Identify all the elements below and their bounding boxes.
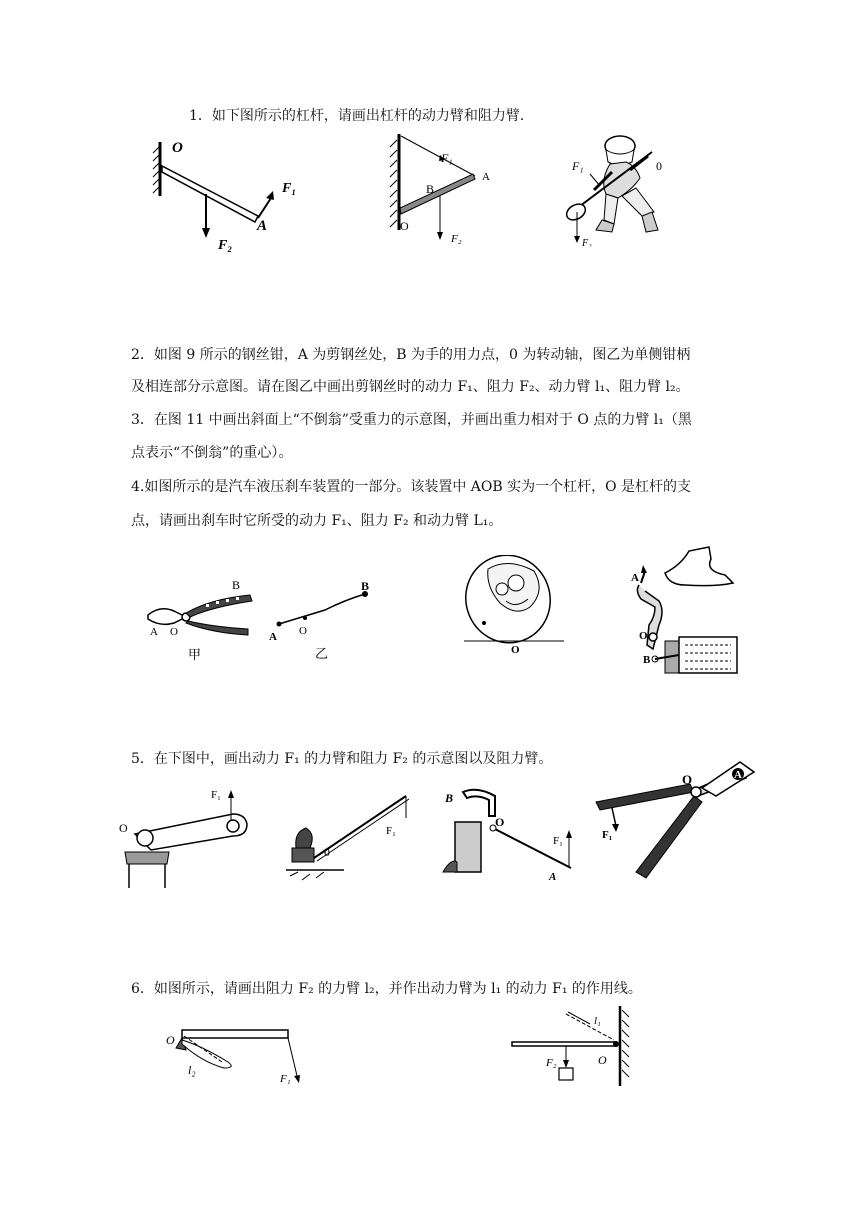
label-B: B: [232, 578, 241, 592]
question-2-line-2: 及相连部分示意图。请在图乙中画出剪钢丝时的动力 F₁、阻力 F₂、动力臂 l₁、阻力臂 l₂。: [131, 379, 690, 395]
figure-2b-caption: 乙: [315, 646, 329, 661]
label-F2: F₂: [451, 233, 462, 245]
center-of-gravity-dot: [482, 621, 486, 625]
label-O: O: [639, 630, 648, 642]
figure-5d-cutter: [590, 752, 765, 887]
label-B: B: [361, 579, 370, 593]
question-2-line-1: 2．如图 9 所示的钢丝钳，A 为剪钢丝处，B 为手的用力点，0 为转动轴，图乙为单侧钳柄: [131, 347, 691, 363]
question-1: 1．如下图所示的杠杆，请画出杠杆的动力臂和阻力臂．: [189, 108, 534, 124]
label-O: O: [172, 140, 183, 156]
figure-6a-lever: [162, 1022, 302, 1087]
label-O: O: [170, 626, 178, 638]
question-6: 6．如图所示，请画出阻力 F₂ 的力臂 l₂，并作出动力臂为 l₁ 的动力 F₁ 的作用线。: [131, 981, 642, 997]
label-O: O: [598, 1053, 607, 1067]
label-F1: F₁: [282, 181, 297, 196]
figure-5a-bottle-opener: [115, 780, 255, 890]
label-F1: F₁: [211, 789, 221, 801]
question-3-line-2: 点表示“不倒翁”的重心）。: [131, 445, 293, 461]
label-A: A: [269, 631, 277, 643]
question-5: 5．在下图中，画出动力 F₁ 的力臂和阻力 F₂ 的示意图以及阻力臂。: [131, 751, 553, 767]
question-4-line-2: 点，请画出刹车时它所受的动力 F₁、阻力 F₂ 和动力臂 L₁。: [131, 513, 503, 529]
label-O: 0: [656, 159, 662, 173]
label-F2: F₂: [582, 238, 592, 247]
label-O: O: [400, 219, 409, 233]
figure-1a-lever: [150, 136, 300, 256]
label-B: B: [445, 791, 454, 805]
label-O: O: [495, 815, 505, 829]
label-B: B: [643, 654, 651, 666]
label-F1: F₁: [386, 825, 396, 837]
label-O: O: [166, 1033, 175, 1047]
figure-5c-pump: [433, 782, 578, 882]
label-l1: l₁: [594, 1015, 601, 1027]
figure-4-brake: [625, 545, 745, 675]
label-O: O: [682, 772, 693, 787]
label-A: A: [257, 218, 268, 234]
figure-1c-shovel-worker: [560, 132, 680, 247]
figure-3-tumbler: [460, 555, 570, 655]
label-F1: F₁: [572, 159, 584, 173]
label-A: A: [631, 572, 639, 584]
label-l2: l₂: [188, 1063, 196, 1077]
label-A: A: [549, 871, 557, 882]
label-F1: F₁: [441, 151, 453, 165]
figure-1b-lever-rope: [385, 132, 505, 247]
figure-2a-caption: 甲: [188, 647, 202, 662]
question-3-line-1: 3．在图 11 中画出斜面上“不倒翁”受重力的示意图，并画出重力相对于 O 点的力臂 l₁（黑: [131, 412, 692, 428]
figure-2a-pliers: [140, 575, 260, 665]
label-A: A: [150, 626, 158, 638]
figure-2b-handle: [265, 578, 385, 663]
label-B: B: [426, 182, 435, 196]
label-O: 0: [324, 845, 330, 859]
label-F2: F₂: [546, 1057, 557, 1069]
label-F2: F₂: [218, 238, 233, 253]
figure-5b-crowbar: [282, 788, 422, 888]
label-O: O: [119, 821, 128, 835]
figure-6b-lever: [508, 1004, 633, 1094]
label-A: A: [734, 769, 742, 781]
question-4-line-1: 4.如图所示的是汽车液压刹车装置的一部分。该装置中 AOB 实为一个杠杆，O 是杠杆的支: [131, 479, 692, 495]
label-F1: F₁: [553, 835, 563, 847]
label-O: O: [511, 644, 520, 655]
label-O: O: [299, 625, 307, 637]
label-F1: F₁: [280, 1073, 291, 1085]
label-A: A: [482, 171, 490, 183]
label-F1: F₁: [602, 829, 613, 841]
